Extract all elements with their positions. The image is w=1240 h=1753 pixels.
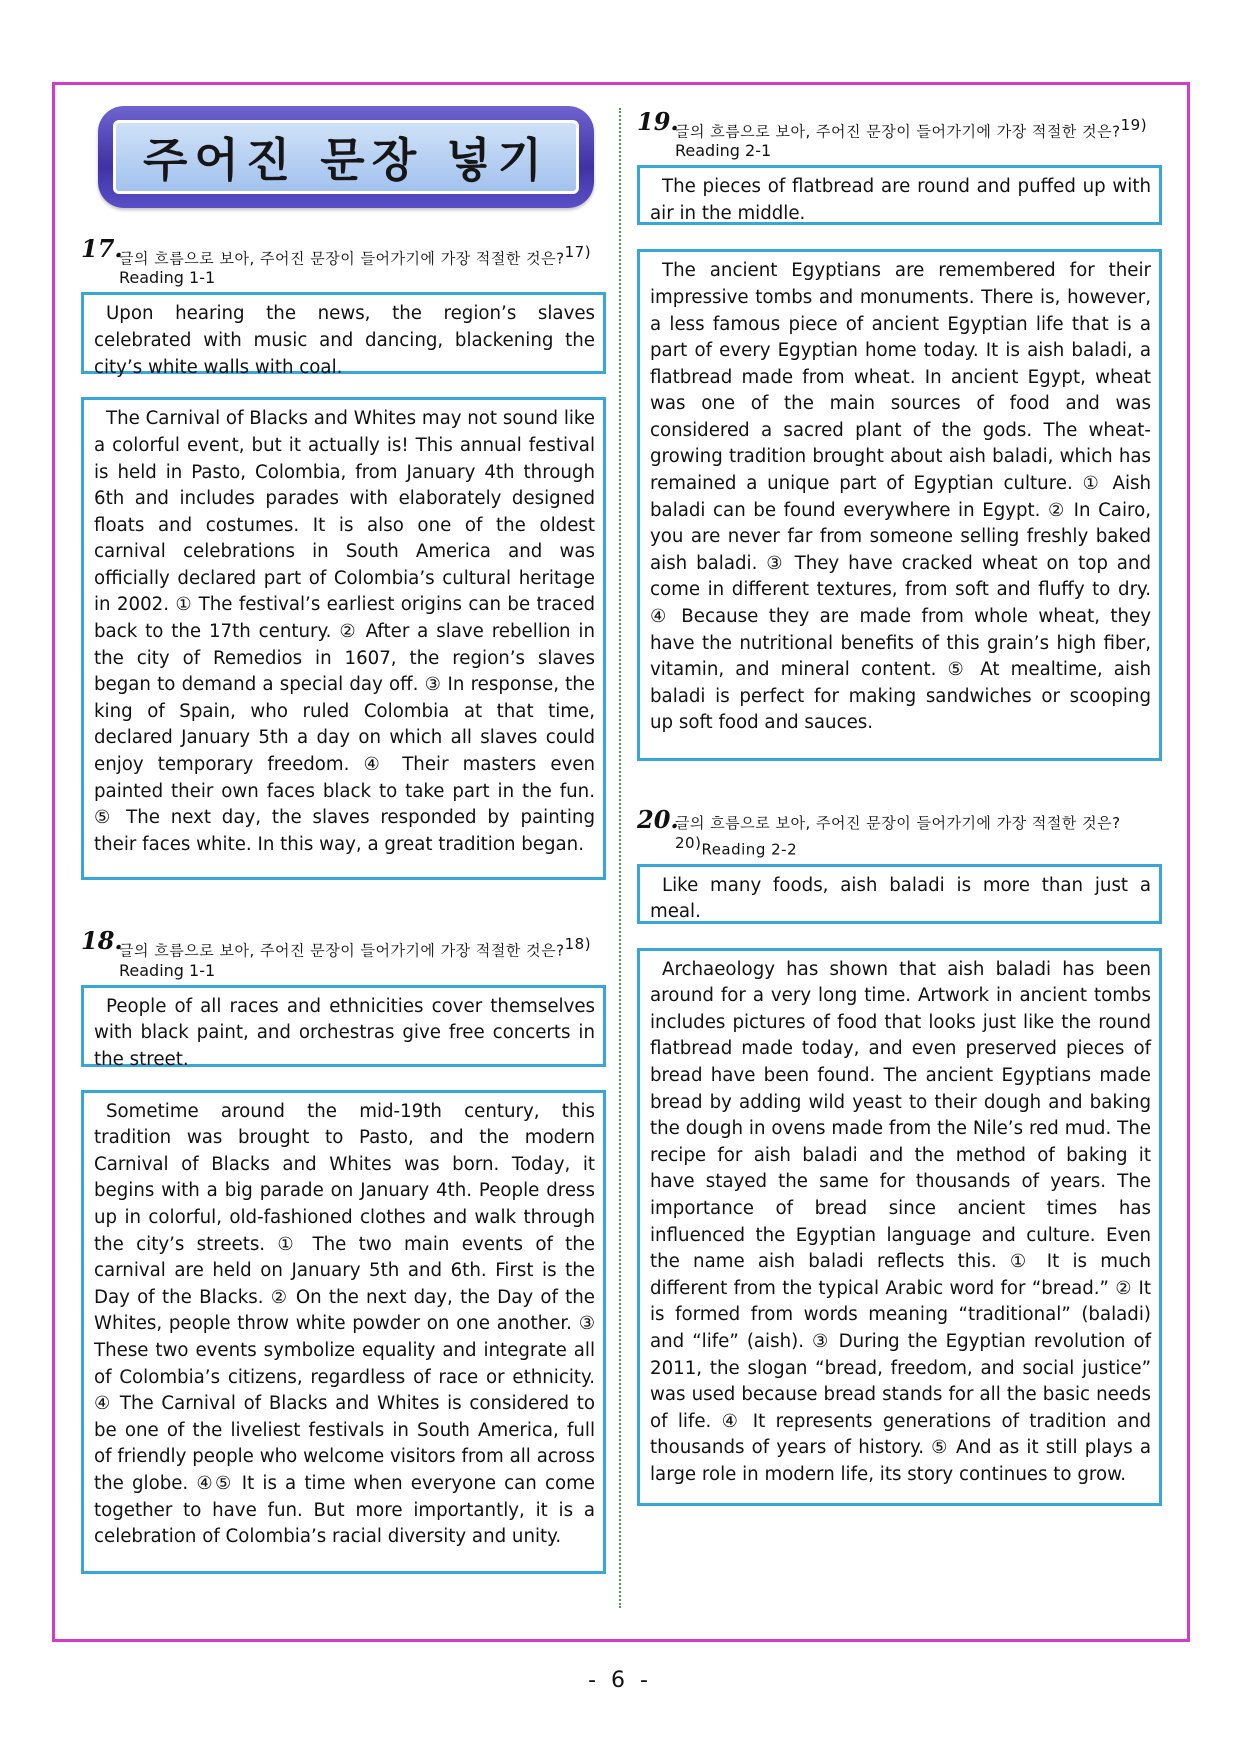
passage-box-17: The Carnival of Blacks and Whites may not sound like a colorful event, but it actually is! This annual festival is held in Pasto, Colombia, from January 4th through 6th and includes parades with elaborately designed floats and costumes. It is also one of the oldest carnival celebrations in South America and was officially declared part of Colombia’s cultural heritage in 2002. ① The festival’s earliest origins can be traced back to the 17th century. ② After a slave rebellion in the city of Remedios in 1607, the region’s slaves began to demand a special day off. ③ In response, the king of Spain, who ruled Colombia at that time, declared January 5th a day on which all slaves could enjoy temporary freedom. ④ Their masters even painted their own faces black to take part in the fun. ⑤ The next day, the slaves responded by painting their faces white. In this way, a great tradition began. [81,397,606,880]
footnote-ref: 17) [564,243,592,261]
question-number: 18. [81,926,123,956]
question-number: 19. [637,107,679,136]
question-source: Reading 1-1 [119,268,216,288]
footnote-ref: 18) [564,935,592,954]
question-number: 20. [637,805,679,835]
passage-box-19: The ancient Egyptians are remembered for their impressive tombs and monuments. There is, however, a less famous piece of ancient Egyptian life that is a part of every Egyptian home today. It is aish baladi, a flatbread made from wheat. In ancient Egypt, wheat was one of the main sources of food and was considered a sacred plant of the gods. The wheat-growing tradition brought about aish baladi, which has remained a unique part of Egyptian culture. ① Aish baladi can be found everywhere in Egypt. ② In Cairo, you are never far from someone selling freshly baked aish baladi. ③ They have cracked wheat on top and come in different textures, from soft and fluffy to dry. ④ Because they are made from whole wheat, they have the nutritional benefits of this grain’s high fiber, vitamin, and mineral content. ⑤ At mealtime, aish baladi is perfect for making sandwiches or scooping up soft food and sauces. [637,249,1162,761]
question-header-17 [81,234,606,288]
footnote-ref: 20) [675,834,702,853]
given-sentence-box-19: The pieces of flatbread are round and puffed up with air in the middle. [637,165,1162,225]
question-prompt: 글의 흐름으로 보아, 주어진 문장이 들어가기에 가장 적절한 것은? [675,814,1121,833]
given-sentence-box-17: Upon hearing the news, the region’s slaves celebrated with music and dancing, blackening the city’s white walls with coal. [81,292,606,374]
question-prompt: 글의 흐름으로 보아, 주어진 문장이 들어가기에 가장 적절한 것은? [119,249,565,268]
passage-box-18: Sometime around the mid-19th century, this tradition was brought to Pasto, and the modern Carnival of Blacks and Whites was born. Today, it begins with a big parade on January 4th. People dress up in colorful, old-fashioned clothes and walk through the city’s streets. ① The two main events of the carnival are held on January 5th and 6th. First is the Day of the Blacks. ② On the next day, the Day of the Whites, people throw white powder on one another. ③ These two events symbolize equality and integrate all of Colombia’s citizens, regardless of race or ethnicity. ④ The Carnival of Blacks and Whites is considered to be one of the liveliest festivals in South America, full of friendly people who welcome visitors from all across the globe. ④⑤ It is a time when everyone can come together to have fun. But more importantly, it is a celebration of Colombia’s racial diversity and unity. [81,1090,606,1574]
given-sentence-box-20: Like many foods, aish baladi is more than just a meal. [637,864,1162,924]
question-header-19 [637,107,1162,161]
passage-box-20: Archaeology has shown that aish baladi has been around for a very long time. Artwork in ancient tombs includes pictures of food that looks just like the round flatbread made today, and even preserved pieces of bread have been found. The ancient Egyptians made bread by adding wild yeast to their dough and baking the dough in ovens made from the Nile’s red mud. The recipe for aish baladi and the method of baking it have stayed the same for thousands of years. The importance of bread since ancient times has influenced the Egyptian language and culture. Even the name aish baladi reflects this. ① It is much different from the typical Arabic word for “bread.” ② It is formed from words meaning “traditional” (baladi) and “life” (aish). ③ During the Egyptian revolution of 2011, the slogan “bread, freedom, and social justice” was used because bread stands for all the basic needs of life. ④ It represents generations of tradition and thousands of years of history. ⑤ And as it still plays a large role in modern life, its story continues to grow. [637,948,1162,1506]
question-source: Reading 2-2 [701,840,798,859]
page-number: - 6 - [588,1668,652,1693]
question-source: Reading 2-1 [675,141,772,161]
left-column [81,106,606,1574]
section-title-plate [113,120,579,194]
given-sentence-box-18: People of all races and ethnicities cover themselves with black paint, and orchestras give free concerts in the street. [81,985,606,1067]
footnote-ref: 19) [1120,116,1148,134]
section-title-banner [98,106,594,208]
question-prompt: 글의 흐름으로 보아, 주어진 문장이 들어가기에 가장 적절한 것은? [675,122,1121,141]
section-title: 주어진 문장 넣기 [142,133,550,187]
column-divider [619,108,621,1608]
question-number: 17. [81,234,123,263]
question-source: Reading 1-1 [119,960,216,980]
question-header-20 [637,805,1162,859]
question-header-18 [81,926,606,980]
question-prompt: 글의 흐름으로 보아, 주어진 문장이 들어가기에 가장 적절한 것은? [119,941,565,960]
right-column [637,107,1162,1506]
